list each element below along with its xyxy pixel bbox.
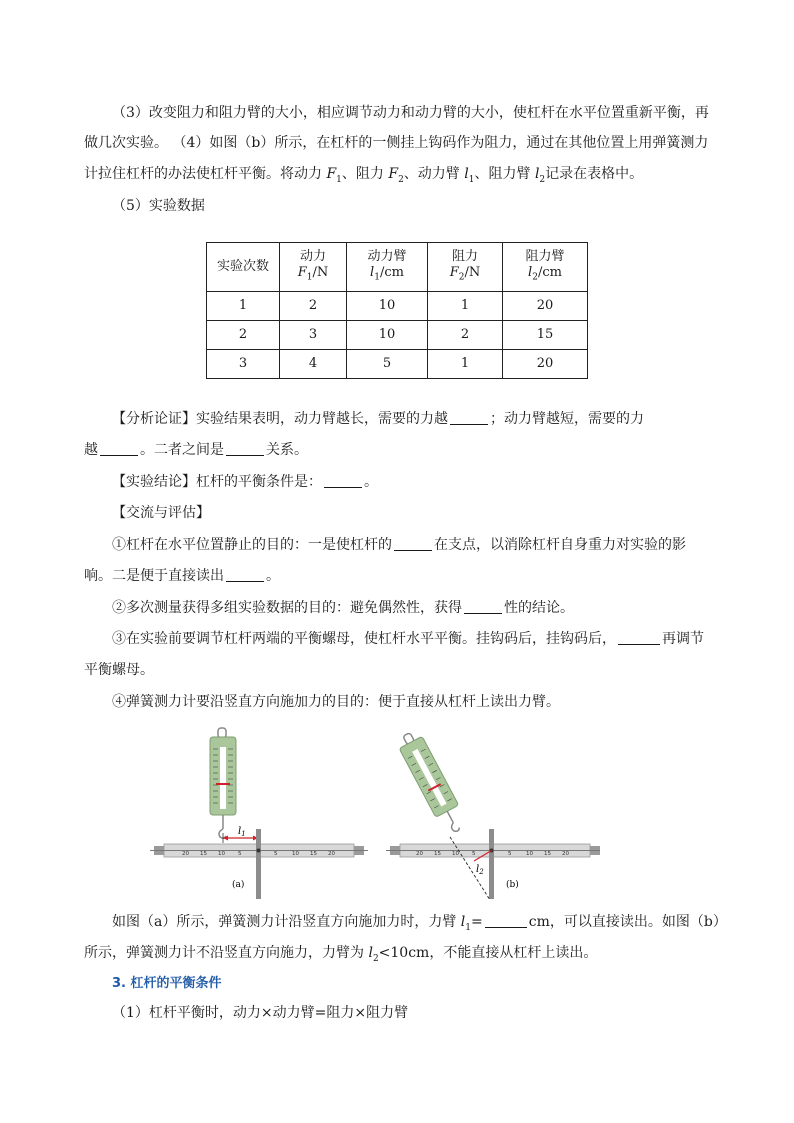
l1-label: $l_1$	[238, 826, 246, 838]
header-label: 动力臂	[367, 248, 407, 264]
exchange-title: 【交流与评估】	[112, 505, 210, 521]
header-var: l	[528, 264, 533, 280]
table-header-cell	[503, 243, 588, 292]
fill-blank[interactable]	[618, 630, 660, 645]
subscript: 2	[458, 272, 465, 283]
text-fragment: =	[471, 914, 483, 930]
section3-title: 3. 杠杆的平衡条件	[112, 976, 222, 991]
table-cell: 5	[347, 350, 428, 379]
table-cell: 3	[280, 321, 347, 350]
header-var: F	[449, 264, 459, 280]
text-fragment: 。二者之间是	[140, 442, 224, 458]
svg-text:15: 15	[544, 851, 551, 857]
header-unit: /cm	[537, 264, 562, 280]
table-cell: 1	[428, 350, 503, 379]
subscript: 1	[374, 272, 380, 283]
svg-text:10: 10	[218, 851, 225, 857]
header-var: l	[370, 264, 375, 280]
table-cell: 10	[347, 321, 428, 350]
text-fragment: ①杠杆在水平位置静止的目的：一是使杠杆的	[112, 537, 392, 553]
scale-slot	[220, 747, 226, 809]
header-unit: /N	[464, 264, 481, 280]
para3-line2: 做几次实验。 （4）如图（b）所示，在杠杆的一侧挂上钩码作为阻力，通过在其他位置上用弹簧测力	[84, 135, 709, 151]
svg-text:15: 15	[434, 851, 441, 857]
table-cell: 4	[280, 350, 347, 379]
figure-b-label: (b)	[506, 880, 519, 890]
para3-line1: （3）改变阻力和阻力臂的大小，相应调节动力和动力臂的大小，使杠杆在水平位置重新平衡，再	[112, 105, 709, 121]
svg-text:5: 5	[274, 851, 278, 857]
item2-line	[112, 598, 574, 618]
figure-b	[386, 728, 600, 900]
text-fragment: 【分析论证】实验结果表明，动力臂越长，需要的力越	[112, 411, 448, 427]
text-fragment: 【实验结论】杠杆的平衡条件是：	[112, 474, 322, 490]
text-fragment: 、阻力臂	[474, 166, 535, 182]
text-fragment: 关系。	[266, 442, 308, 458]
text-fragment: 记录在表格中。	[545, 166, 644, 182]
table-row	[207, 292, 588, 321]
svg-text:5: 5	[508, 851, 512, 857]
svg-text:10: 10	[452, 851, 459, 857]
subscript: 2	[532, 272, 538, 283]
fill-blank[interactable]	[324, 473, 362, 488]
table-cell: 20	[503, 292, 588, 321]
text-fragment: cm，可以直接读出。如图（b）	[528, 914, 727, 930]
header-var: F	[297, 264, 307, 280]
hook	[219, 829, 226, 838]
text-fragment: 、阻力	[341, 166, 389, 182]
item1-line2	[84, 566, 280, 586]
pivot	[257, 849, 261, 853]
subscript: 1	[468, 174, 475, 185]
svg-text:10: 10	[292, 851, 299, 857]
text-fragment: ②多次测量获得多组实验数据的目的：避免偶然性，获得	[112, 600, 462, 616]
after-fig-line2	[84, 943, 597, 969]
fill-blank[interactable]	[226, 441, 264, 456]
text-fragment: ；动力臂越短，需要的力	[490, 411, 644, 427]
var-l: l	[460, 914, 466, 930]
table-header-cell	[428, 243, 503, 292]
subscript: 2	[372, 953, 379, 964]
text-fragment: 如图（a）所示，弹簧测力计沿竖直方向施加力时，力臂	[112, 914, 461, 930]
table-row	[207, 321, 588, 350]
text-fragment: 响。二是便于直接读出	[84, 568, 224, 584]
text-fragment: 计拉住杠杆的办法使杠杆平衡。将动力	[84, 166, 327, 182]
fill-blank[interactable]	[100, 441, 138, 456]
fill-blank[interactable]	[226, 567, 264, 582]
l2-label: $l_2$	[476, 864, 484, 876]
svg-text:5: 5	[238, 851, 242, 857]
item1-line1	[112, 535, 686, 555]
header-unit: /N	[312, 264, 329, 280]
lever-stand	[489, 829, 494, 899]
table-cell: 2	[428, 321, 503, 350]
fill-blank[interactable]	[394, 536, 432, 551]
text-fragment: 越	[84, 442, 98, 458]
svg-text:20: 20	[416, 851, 423, 857]
spring-scale-tilted	[395, 728, 469, 837]
item3-line2: 平衡螺母。	[84, 662, 154, 678]
para5-heading: （5）实验数据	[112, 198, 205, 214]
table-cell: 15	[503, 321, 588, 350]
figure-a-label: (a)	[232, 880, 245, 890]
text-fragment: <10cm，不能直接从杠杆上读出。	[378, 945, 598, 961]
svg-text:20: 20	[562, 851, 569, 857]
text-fragment: 再调节	[662, 631, 704, 647]
fill-blank[interactable]	[464, 599, 502, 614]
svg-text:15: 15	[310, 851, 317, 857]
table-cell: 2	[280, 292, 347, 321]
item4-line: ④弹簧测力计要沿竖直方向施加力的目的：便于直接从杠杆上读出力臂。	[112, 694, 560, 710]
lever-figure	[150, 725, 600, 900]
svg-text:10: 10	[526, 851, 533, 857]
table-header-cell	[280, 243, 347, 292]
header-label: 阻力臂	[525, 248, 565, 264]
var-l: l	[368, 945, 373, 961]
svg-text:15: 15	[200, 851, 207, 857]
header-label: 实验次数	[216, 259, 269, 274]
table-cell: 2	[207, 321, 280, 350]
item3-line1	[112, 629, 704, 649]
table-cell: 10	[347, 292, 428, 321]
table-header-cell	[347, 243, 428, 292]
header-label: 阻力	[451, 248, 478, 264]
table-header-cell	[207, 243, 280, 292]
text-fragment: ③在实验前要调节杠杆两端的平衡螺母，使杠杆水平平衡。挂钩码后，挂钩码后，	[112, 631, 616, 647]
header-label: 动力	[299, 248, 326, 264]
svg-text:5: 5	[472, 851, 476, 857]
hook	[450, 821, 461, 832]
table-cell: 1	[428, 292, 503, 321]
table-row	[207, 350, 588, 379]
table-header-row	[207, 243, 588, 292]
after-fig-line1	[112, 912, 727, 938]
section3-line1: （1）杠杆平衡时，动力×动力臂=阻力×阻力臂	[112, 1005, 409, 1021]
table-cell: 3	[207, 350, 280, 379]
subscript: 1	[306, 272, 313, 283]
header-unit: /cm	[379, 264, 404, 280]
conclusion-line	[112, 472, 378, 492]
hook-rod	[447, 811, 453, 822]
subscript: 2	[398, 174, 404, 185]
subscript: 1	[336, 174, 342, 185]
var-F: F	[326, 166, 337, 182]
text-fragment: 所示，弹簧测力计不沿竖直方向施力，力臂为	[84, 945, 369, 961]
text-fragment: 。	[364, 474, 378, 490]
var-F: F	[388, 166, 399, 182]
subscript: 1	[465, 922, 472, 933]
text-fragment: 、动力臂	[403, 166, 465, 182]
var-l: l	[464, 166, 469, 182]
figure-a	[150, 728, 368, 899]
analysis-line1	[112, 409, 644, 429]
analysis-line2	[84, 440, 308, 460]
fill-blank[interactable]	[450, 410, 488, 425]
text-fragment: 在支点，以消除杠杆自身重力对实验的影	[434, 537, 686, 553]
lever-stand	[256, 829, 261, 899]
text-fragment: 性的结论。	[504, 600, 574, 616]
experiment-data-table	[206, 242, 588, 379]
svg-text:20: 20	[182, 851, 189, 857]
fill-blank[interactable]	[485, 913, 527, 928]
var-l: l	[534, 166, 540, 182]
subscript: 2	[539, 174, 546, 185]
table-cell: 20	[503, 350, 588, 379]
text-fragment: 。	[266, 568, 280, 584]
para3-line3	[84, 164, 643, 190]
svg-text:20: 20	[328, 851, 335, 857]
table-cell: 1	[207, 292, 280, 321]
